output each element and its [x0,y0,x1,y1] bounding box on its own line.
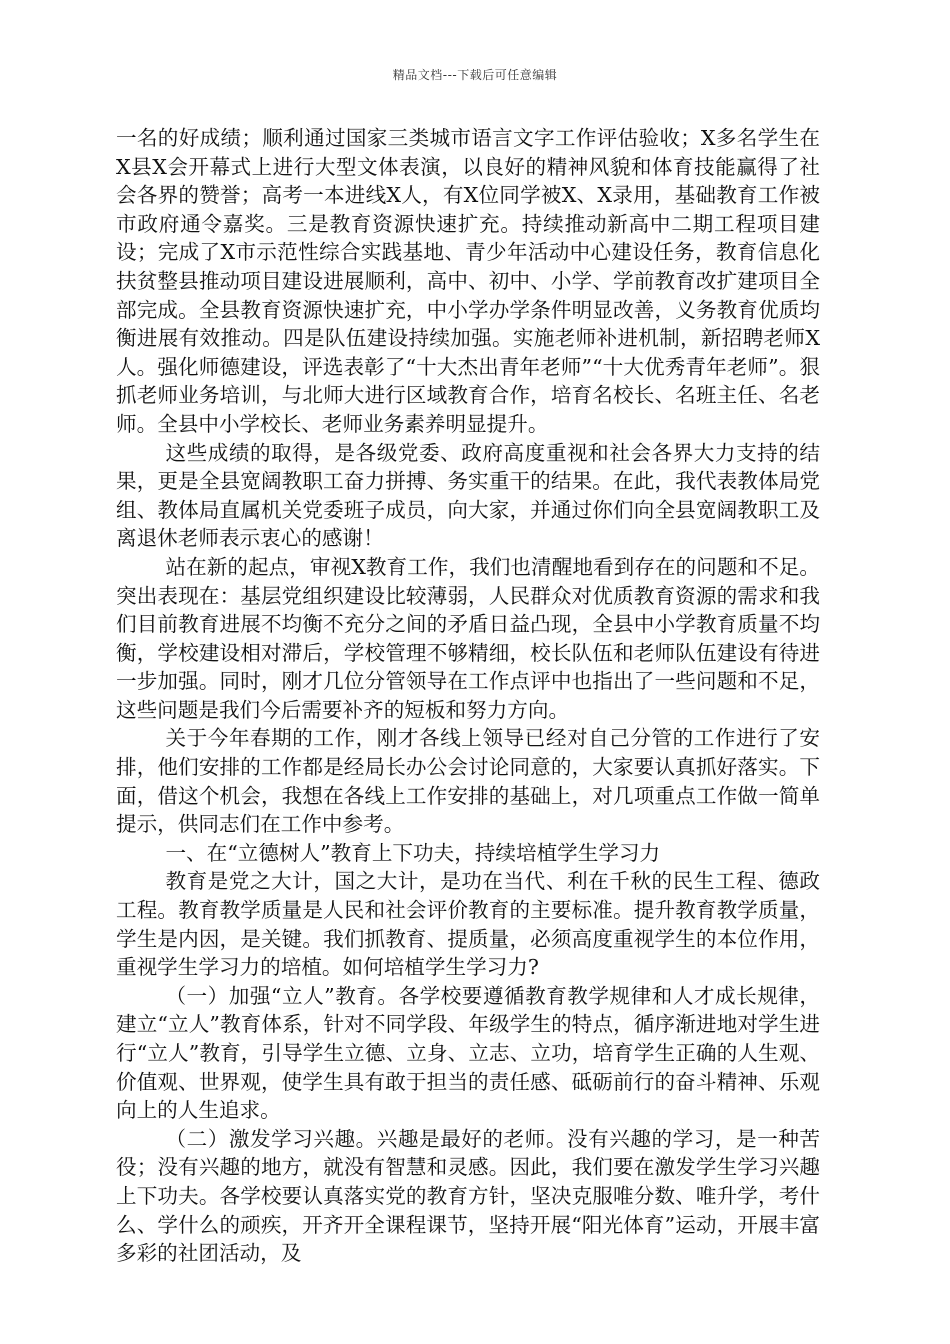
paragraph-5: 教育是党之大计，国之大计，是功在当代、利在千秋的民生工程、德政工程。教育教学质量是人民和社会评价教育的主要标准。提升教育教学质量，学生是内因，是关键。我们抓教育、提质量，必须高度重视学生的本位作用，重视学生学习力的培植。如何培植学生学习力? [116,869,820,980]
paragraph-2: 这些成绩的取得，是各级党委、政府高度重视和社会各界大力支持的结果，更是全县宽阔教职工奋力拼搏、务实重干的结果。在此，我代表教体局党组、教体局直属机关党委班子成员，向大家，并通过你们向全县宽阔教职工及离退休老师表示衷心的感谢！ [116,440,820,551]
paragraph-1: 一名的好成绩；顺利通过国家三类城市语言文字工作评估验收；X多名学生在X县X会开幕式上进行大型文体表演，以良好的精神风貌和体育技能赢得了社会各界的赞誉；高考一本进线X人，有X位同学被X、X录用，基础教育工作被市政府通令嘉奖。三是教育资源快速扩充。持续推动新高中二期工程项目建设；完成了X市示范性综合实践基地、青少年活动中心建设任务，教育信息化扶贫整县推动项目建设进展顺利，高中、初中、小学、学前教育改扩建项目全部完成。全县教育资源快速扩充，中小学办学条件明显改善，义务教育优质均衡进展有效推动。四是队伍建设持续加强。实施老师补进机制，新招聘老师X人。强化师德建设，评选表彰了“十大杰出青年老师”“十大优秀青年老师”。狠抓老师业务培训，与北师大进行区域教育合作，培育名校长、名班主任、名老师。全县中小学校长、老师业务素养明显提升。 [116,126,820,436]
paragraph-4: 关于今年春期的工作，刚才各线上领导已经对自己分管的工作进行了安排，他们安排的工作都是经局长办公会讨论同意的，大家要认真抓好落实。下面，借这个机会，我想在各线上工作安排的基础上，对几项重点工作做一简单提示，供同志们在工作中参考。 [116,726,820,837]
document-body [116,124,820,1268]
paragraph-7: （二）激发学习兴趣。兴趣是最好的老师。没有兴趣的学习，是一种苦役；没有兴趣的地方，就没有智慧和灵感。因此，我们要在激发学生学习兴趣上下功夫。各学校要认真落实党的教育方针，坚决克服唯分数、唯升学，考什么、学什么的顽疾，开齐开全课程课节，坚持开展“阳光体育”运动，开展丰富多彩的社团活动，及 [116,1126,820,1266]
paragraph-6: （一）加强“立人”教育。各学校要遵循教育教学规律和人才成长规律，建立“立人”教育体系，针对不同学段、年级学生的特点，循序渐进地对学生进行“立人”教育，引导学生立德、立身、立志、立功，培育学生正确的人生观、价值观、世界观，使学生具有敢于担当的责任感、砥砺前行的奋斗精神、乐观向上的人生追求。 [116,983,820,1123]
page-header: 精品文档---下载后可任意编辑 [392,68,558,82]
section-heading-1: 一、在“立德树人”教育上下功夫，持续培植学生学习力 [165,840,661,865]
paragraph-3: 站在新的起点，审视X教育工作，我们也清醒地看到存在的问题和不足。突出表现在：基层党组织建设比较薄弱，人民群众对优质教育资源的需求和我们目前教育进展不均衡不充分之间的矛盾日益凸现，全县中小学教育质量不均衡，学校建设相对滞后，学校管理不够精细，校长队伍和老师队伍建设有待进一步加强。同时，刚才几位分管领导在工作点评中也指出了一些问题和不足，这些问题是我们今后需要补齐的短板和努力方向。 [116,554,820,722]
